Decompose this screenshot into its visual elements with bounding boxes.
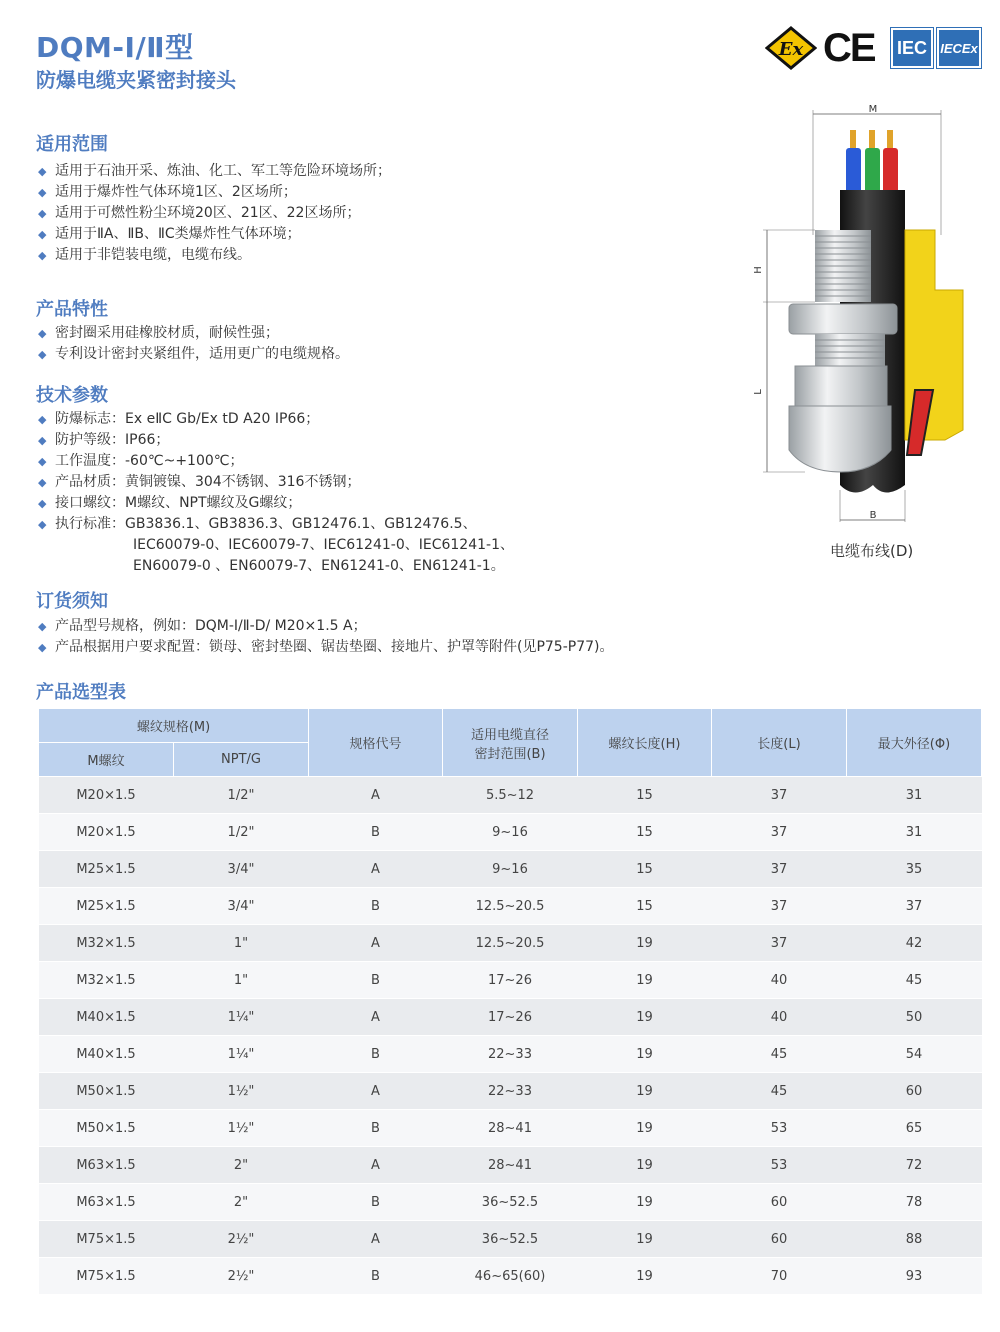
table-row — [39, 814, 982, 851]
table-cell: 37 — [847, 888, 982, 925]
table-cell: 36~52.5 — [443, 1221, 578, 1258]
table-cell: A — [309, 1073, 443, 1110]
header-spec-code: 规格代号 — [309, 709, 443, 777]
list-item: ◆ 工作温度：-60℃~+100℃； — [38, 451, 728, 472]
table-cell: B — [309, 1184, 443, 1221]
table-cell: 22~33 — [443, 1073, 578, 1110]
table-cell: 1" — [174, 925, 309, 962]
standards-line-1: 执行标准：GB3836.1、GB3836.3、GB12476.1、GB12476.5、 — [55, 516, 477, 532]
table-cell: 19 — [578, 1221, 712, 1258]
list-item — [38, 514, 728, 577]
header-cable-range: 适用电缆直径 密封范围(B) — [443, 709, 578, 777]
table-cell: 19 — [578, 1147, 712, 1184]
table-cell: 17~26 — [443, 962, 578, 999]
wire-tip-green — [869, 130, 875, 150]
list-item: ◆ 防护等级：IP66； — [38, 430, 728, 451]
table-cell: 60 — [712, 1184, 847, 1221]
table-cell: 2" — [174, 1184, 309, 1221]
list-item: ◆ 接口螺纹：M螺纹、NPT螺纹及G螺纹； — [38, 493, 728, 514]
table-cell: 1¼" — [174, 999, 309, 1036]
list-item: ◆ 适用于非铠装电缆，电缆布线。 — [38, 245, 728, 266]
table-cell: 3/4" — [174, 888, 309, 925]
table-cell: M20×1.5 — [39, 814, 174, 851]
diamond-bullet-icon: ◆ — [38, 207, 47, 220]
header-thread-length: 螺纹长度(H) — [578, 709, 712, 777]
table-row — [39, 1221, 982, 1258]
diamond-bullet-icon: ◆ — [38, 641, 47, 654]
section-title-params: 技术参数 — [36, 385, 108, 406]
table-cell: 19 — [578, 999, 712, 1036]
table-cell: 60 — [712, 1221, 847, 1258]
table-cell: 70 — [712, 1258, 847, 1295]
table-cell: 12.5~20.5 — [443, 888, 578, 925]
wire-blue — [846, 148, 861, 196]
table-cell: A — [309, 1147, 443, 1184]
table-cell: M75×1.5 — [39, 1258, 174, 1295]
table-cell: 93 — [847, 1258, 982, 1295]
table-cell: 19 — [578, 1258, 712, 1295]
table-cell: M25×1.5 — [39, 888, 174, 925]
table-cell: 60 — [847, 1073, 982, 1110]
table-cell: 37 — [712, 925, 847, 962]
table-cell: 15 — [578, 851, 712, 888]
table-cell: 15 — [578, 814, 712, 851]
ce-mark-icon: CE — [823, 26, 875, 70]
table-cell: A — [309, 999, 443, 1036]
table-row — [39, 1147, 982, 1184]
header-length: 长度(L) — [712, 709, 847, 777]
table-cell: 37 — [712, 851, 847, 888]
table-cell: 45 — [847, 962, 982, 999]
section-title-ordering: 订货须知 — [36, 591, 108, 612]
table-cell: 46~65(60) — [443, 1258, 578, 1295]
table-body — [39, 777, 982, 1295]
table-cell: 31 — [847, 814, 982, 851]
table-cell: 36~52.5 — [443, 1184, 578, 1221]
diamond-bullet-icon: ◆ — [38, 348, 47, 361]
table-cell: 35 — [847, 851, 982, 888]
table-cell: 1/2" — [174, 814, 309, 851]
ordering-list — [38, 616, 738, 658]
table-cell: 54 — [847, 1036, 982, 1073]
table-cell: 2½" — [174, 1258, 309, 1295]
page-subtitle: 防爆电缆夹紧密封接头 — [36, 68, 236, 92]
table-cell: M40×1.5 — [39, 1036, 174, 1073]
table-cell: M40×1.5 — [39, 999, 174, 1036]
table-row — [39, 888, 982, 925]
table-cell: 1½" — [174, 1110, 309, 1147]
diamond-bullet-icon: ◆ — [38, 497, 47, 510]
diamond-bullet-icon: ◆ — [38, 413, 47, 426]
diamond-bullet-icon: ◆ — [38, 620, 47, 633]
list-item: ◆ 适用于爆炸性气体环境1区、2区场所； — [38, 182, 728, 203]
table-cell: M75×1.5 — [39, 1221, 174, 1258]
table-cell: 19 — [578, 962, 712, 999]
table-cell: 28~41 — [443, 1147, 578, 1184]
scope-list — [38, 161, 728, 266]
section-title-table: 产品选型表 — [36, 682, 126, 703]
cable-gland-diagram — [745, 100, 975, 530]
section-title-features: 产品特性 — [36, 299, 108, 320]
list-item: ◆ 适用于石油开采、炼油、化工、军工等危险环境场所； — [38, 161, 728, 182]
table-cell: 19 — [578, 1073, 712, 1110]
table-cell: 53 — [712, 1147, 847, 1184]
table-cell: 9~16 — [443, 851, 578, 888]
table-cell: 37 — [712, 777, 847, 814]
wire-tip-blue — [850, 130, 856, 150]
table-cell: B — [309, 1036, 443, 1073]
iec-logo-icon: IEC — [891, 28, 933, 68]
header-m-thread: M螺纹 — [39, 743, 174, 777]
diamond-bullet-icon: ◆ — [38, 476, 47, 489]
list-item: ◆ 适用于ⅡA、ⅡB、ⅡC类爆炸性气体环境； — [38, 224, 728, 245]
table-cell: M50×1.5 — [39, 1110, 174, 1147]
table-cell: 45 — [712, 1073, 847, 1110]
table-cell: 15 — [578, 777, 712, 814]
iecex-logo-icon: IECEx — [937, 28, 981, 68]
table-cell: 78 — [847, 1184, 982, 1221]
ex-mark-text: Ex — [778, 39, 804, 60]
table-cell: 1" — [174, 962, 309, 999]
table-cell: 40 — [712, 962, 847, 999]
selection-table — [38, 708, 982, 1295]
list-item: ◆ 密封圈采用硅橡胶材质，耐候性强； — [38, 323, 728, 344]
diamond-bullet-icon: ◆ — [38, 455, 47, 468]
diamond-bullet-icon: ◆ — [38, 249, 47, 262]
table-row — [39, 1073, 982, 1110]
ex-mark-icon — [765, 26, 817, 70]
diamond-bullet-icon: ◆ — [38, 165, 47, 178]
table-cell: A — [309, 1221, 443, 1258]
table-cell: 2" — [174, 1147, 309, 1184]
diamond-bullet-icon: ◆ — [38, 186, 47, 199]
table-cell: M32×1.5 — [39, 962, 174, 999]
table-cell: B — [309, 962, 443, 999]
table-cell: B — [309, 888, 443, 925]
section-title-scope: 适用范围 — [36, 134, 108, 155]
list-item: ◆ 适用于可燃性粉尘环境20区、21区、22区场所； — [38, 203, 728, 224]
table-row — [39, 999, 982, 1036]
dimension-h-label: H — [753, 266, 764, 274]
header-max-od: 最大外径(Φ) — [847, 709, 982, 777]
table-cell: M63×1.5 — [39, 1184, 174, 1221]
table-row — [39, 1036, 982, 1073]
table-cell: A — [309, 925, 443, 962]
wire-green — [865, 148, 880, 196]
diamond-bullet-icon: ◆ — [38, 228, 47, 241]
diamond-bullet-icon: ◆ — [38, 518, 47, 531]
table-cell: 19 — [578, 925, 712, 962]
table-row — [39, 1184, 982, 1221]
table-cell: 2½" — [174, 1221, 309, 1258]
table-cell: 42 — [847, 925, 982, 962]
list-item: ◆ 专利设计密封夹紧组件，适用更广的电缆规格。 — [38, 344, 728, 365]
gland-body — [795, 366, 887, 406]
header-thread-spec: 螺纹规格(M) — [39, 709, 309, 743]
table-cell: 9~16 — [443, 814, 578, 851]
table-cell: 1½" — [174, 1073, 309, 1110]
table-cell: 19 — [578, 1110, 712, 1147]
table-cell: M50×1.5 — [39, 1073, 174, 1110]
table-row — [39, 1258, 982, 1295]
table-cell: A — [309, 851, 443, 888]
header-npt-g: NPT/G — [174, 743, 309, 777]
table-cell: M32×1.5 — [39, 925, 174, 962]
list-item: ◆ 防爆标志：Ex eⅡC Gb/Ex tD A20 IP66； — [38, 409, 728, 430]
table-cell: 22~33 — [443, 1036, 578, 1073]
table-cell: 40 — [712, 999, 847, 1036]
table-row — [39, 777, 982, 814]
table-cell: 19 — [578, 1184, 712, 1221]
list-item: ◆ 产品型号规格，例如：DQM-Ⅰ/Ⅱ-D/ M20×1.5 A； — [38, 616, 738, 637]
diamond-bullet-icon: ◆ — [38, 434, 47, 447]
table-row — [39, 851, 982, 888]
standards-line-3: EN60079-0 、EN60079-7、EN61241-0、EN61241-1。 — [133, 558, 505, 574]
table-cell: 28~41 — [443, 1110, 578, 1147]
table-cell: 1¼" — [174, 1036, 309, 1073]
table-cell: 37 — [712, 888, 847, 925]
table-cell: 45 — [712, 1036, 847, 1073]
table-cell: M25×1.5 — [39, 851, 174, 888]
table-row — [39, 1110, 982, 1147]
dimension-m-label: M — [868, 104, 878, 115]
diagram-caption: 电缆布线(D) — [830, 542, 914, 560]
table-cell: 53 — [712, 1110, 847, 1147]
table-cell: 88 — [847, 1221, 982, 1258]
table-cell: A — [309, 777, 443, 814]
table-cell: B — [309, 814, 443, 851]
table-cell: 65 — [847, 1110, 982, 1147]
wire-tip-red — [887, 130, 893, 150]
table-cell: M20×1.5 — [39, 777, 174, 814]
list-item: ◆ 产品材质：黄铜镀镍、304不锈钢、316不锈钢； — [38, 472, 728, 493]
table-cell: 5.5~12 — [443, 777, 578, 814]
table-row — [39, 962, 982, 999]
lock-nut — [789, 304, 897, 334]
page-title: DQM-Ⅰ/Ⅱ型 — [36, 31, 194, 64]
table-cell: 50 — [847, 999, 982, 1036]
dimension-l-label: L — [753, 389, 764, 395]
middle-thread — [815, 334, 885, 366]
table-row — [39, 925, 982, 962]
table-cell: 3/4" — [174, 851, 309, 888]
table-cell: 1/2" — [174, 777, 309, 814]
table-cell: 15 — [578, 888, 712, 925]
table-cell: M63×1.5 — [39, 1147, 174, 1184]
standards-line-2: IEC60079-0、IEC60079-7、IEC61241-0、IEC61241-1、 — [133, 537, 514, 553]
features-list — [38, 323, 728, 365]
params-list — [38, 409, 728, 577]
dimension-b-label: B — [869, 510, 877, 521]
table-cell: B — [309, 1110, 443, 1147]
diamond-bullet-icon: ◆ — [38, 327, 47, 340]
table-cell: 37 — [712, 814, 847, 851]
table-cell: 17~26 — [443, 999, 578, 1036]
wire-red — [883, 148, 898, 196]
table-cell: 72 — [847, 1147, 982, 1184]
table-cell: 19 — [578, 1036, 712, 1073]
table-cell: B — [309, 1258, 443, 1295]
table-cell: 12.5~20.5 — [443, 925, 578, 962]
certification-logos — [765, 26, 983, 70]
list-item: ◆ 产品根据用户要求配置：锁母、密封垫圈、锯齿垫圈、接地片、护罩等附件(见P75-P77)。 — [38, 637, 738, 658]
gland-cap — [789, 406, 891, 472]
table-cell: 31 — [847, 777, 982, 814]
